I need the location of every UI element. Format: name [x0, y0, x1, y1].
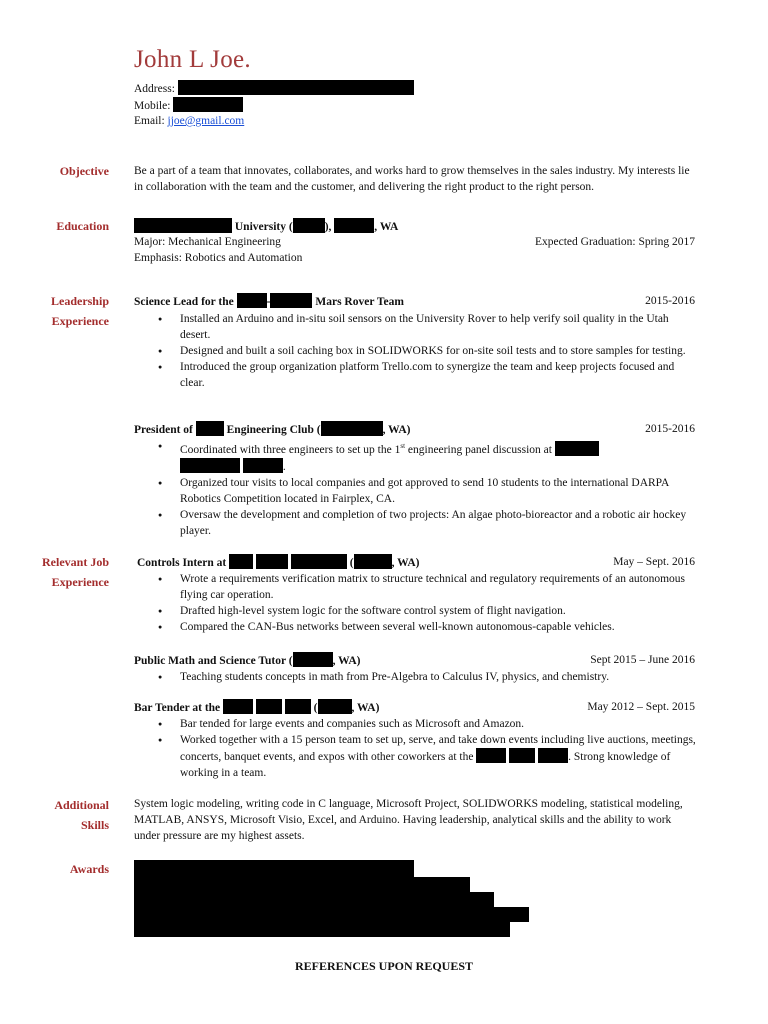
- references-footer: REFERENCES UPON REQUEST: [294, 959, 474, 973]
- redacted-city: [354, 554, 392, 569]
- relevant-job3-dates: May 2012 – Sept. 2015: [587, 701, 695, 713]
- education-emphasis: Emphasis: Robotics and Automation: [134, 252, 303, 264]
- list-item: ● Introduced the group organization platform Trello.com to synergize the team and keep projects focused and clear.: [134, 359, 696, 391]
- redacted-school: [196, 421, 224, 436]
- leadership-job2-bullets: [134, 438, 696, 539]
- skills-label: Additional Skills: [54, 798, 109, 832]
- objective-text: Be a part of a team that innovates, collaborates, and works hard to grow themselves in the sales industry. My interests lie in collaboration with the team and the customer, and delivering the right product to the right person.: [134, 165, 690, 193]
- redacted-award: [134, 877, 470, 892]
- redacted-venue: [285, 699, 311, 714]
- redacted-venue: [555, 441, 599, 456]
- redacted-company: [229, 554, 253, 569]
- list-item: ● Bar tended for large events and companies such as Microsoft and Amazon.: [134, 716, 700, 732]
- address-label: Address:: [134, 83, 175, 95]
- redacted-abbr: [293, 218, 325, 233]
- leadership-job1-bullets: [134, 311, 696, 391]
- redacted-award: [134, 922, 510, 937]
- objective-label: Objective: [59, 164, 109, 178]
- email-label: Email:: [134, 115, 165, 127]
- relevant-label: Relevant Job Experience: [42, 555, 109, 589]
- redacted-org: [237, 293, 267, 308]
- redacted-city: [318, 699, 352, 714]
- redacted-venue: [243, 458, 283, 473]
- redacted-address: [178, 80, 414, 95]
- list-item: ● Wrote a requirements verification matrix to structure technical and regulatory requirements of an autonomous flying car operation.: [134, 571, 696, 603]
- list-item: ● Designed and built a soil caching box in SOLIDWORKS for on-site soil tests and to store samples for testing.: [134, 343, 696, 359]
- list-item: ● Organized tour visits to local companies and got approved to send 10 students to the international DARPA Robotics Competition located in Fairplex, CA.: [134, 475, 696, 507]
- list-item: ● Drafted high-level system logic for the software control system of flight navigation.: [134, 603, 696, 619]
- relevant-job2-title: Public Math and Science Tutor ( , WA): [134, 652, 360, 669]
- list-item: ● Installed an Arduino and in-situ soil sensors on the University Rover to help verify soil quality in the Utah desert.: [134, 311, 696, 343]
- leadership-job2-dates: 2015-2016: [645, 423, 695, 435]
- relevant-job1-title: Controls Intern at ( , WA): [137, 554, 419, 571]
- resume-name: John L Joe.: [134, 46, 251, 73]
- redacted-venue: [476, 748, 506, 763]
- list-item: ● Worked together with a 15 person team to set up, serve, and take down events including live auctions, meetings, concerts, banquet events, and expos with other coworkers at the . Strong knowledge of working in a team.: [134, 732, 700, 781]
- relevant-job3-bullets: [134, 716, 700, 781]
- relevant-job2-bullets: [134, 669, 696, 685]
- redacted-award: [134, 860, 414, 877]
- relevant-job1-dates: May – Sept. 2016: [613, 556, 695, 568]
- skills-text: System logic modeling, writing code in C language, Microsoft Project, SOLIDWORKS modeling, statistical modeling, MATLAB, ANSYS, Microsoft Visio, Excel, and Arduino. Having leadership, analytical skills and the ability to work under pressure are my highest assets.: [134, 798, 683, 842]
- redacted-venue: [538, 748, 568, 763]
- redacted-mobile: [173, 97, 243, 112]
- redacted-award: [134, 907, 529, 922]
- redacted-company: [291, 554, 347, 569]
- education-university-line: University ( ), , WA: [134, 218, 398, 235]
- email-link[interactable]: jjoe@gmail.com: [167, 115, 245, 127]
- redacted-venue: [256, 699, 282, 714]
- list-item: ● Compared the CAN-Bus networks between several well-known autonomous-capable vehicles.: [134, 619, 696, 635]
- mobile-label: Mobile:: [134, 100, 171, 112]
- list-item: ● Oversaw the development and completion of two projects: An algae photo-bioreactor and a robotic air hockey player.: [134, 507, 696, 539]
- relevant-job1-bullets: [134, 571, 696, 635]
- list-item: ● Teaching students concepts in math from Pre-Algebra to Calculus IV, physics, and chemistry.: [134, 669, 696, 685]
- education-major: Major: Mechanical Engineering: [134, 236, 281, 248]
- list-item: ● Coordinated with three engineers to set up the 1st engineering panel discussion at .: [134, 438, 696, 475]
- redacted-company: [256, 554, 288, 569]
- redacted-city: [321, 421, 383, 436]
- awards-label: Awards: [69, 862, 109, 876]
- redacted-org: [270, 293, 312, 308]
- leadership-job1-dates: 2015-2016: [645, 295, 695, 307]
- redacted-venue: [223, 699, 253, 714]
- education-label: Education: [56, 219, 109, 233]
- redacted-venue: [509, 748, 535, 763]
- education-graduation: Expected Graduation: Spring 2017: [534, 236, 695, 248]
- redacted-venue: [180, 458, 240, 473]
- address-line: [134, 80, 414, 95]
- redacted-city: [293, 652, 333, 667]
- relevant-job2-dates: Sept 2015 – June 2016: [590, 654, 695, 666]
- leadership-job1-title: Science Lead for the - Mars Rover Team: [134, 293, 404, 310]
- leadership-label: Leadership Experience: [50, 294, 109, 328]
- redacted-city: [334, 218, 374, 233]
- mobile-line: [134, 97, 243, 112]
- redacted-school: [134, 218, 232, 233]
- relevant-job3-title: Bar Tender at the ( , WA): [134, 699, 379, 716]
- email-line: [134, 115, 244, 127]
- redacted-award: [134, 892, 494, 907]
- leadership-job2-title: President of Engineering Club ( , WA): [134, 421, 410, 438]
